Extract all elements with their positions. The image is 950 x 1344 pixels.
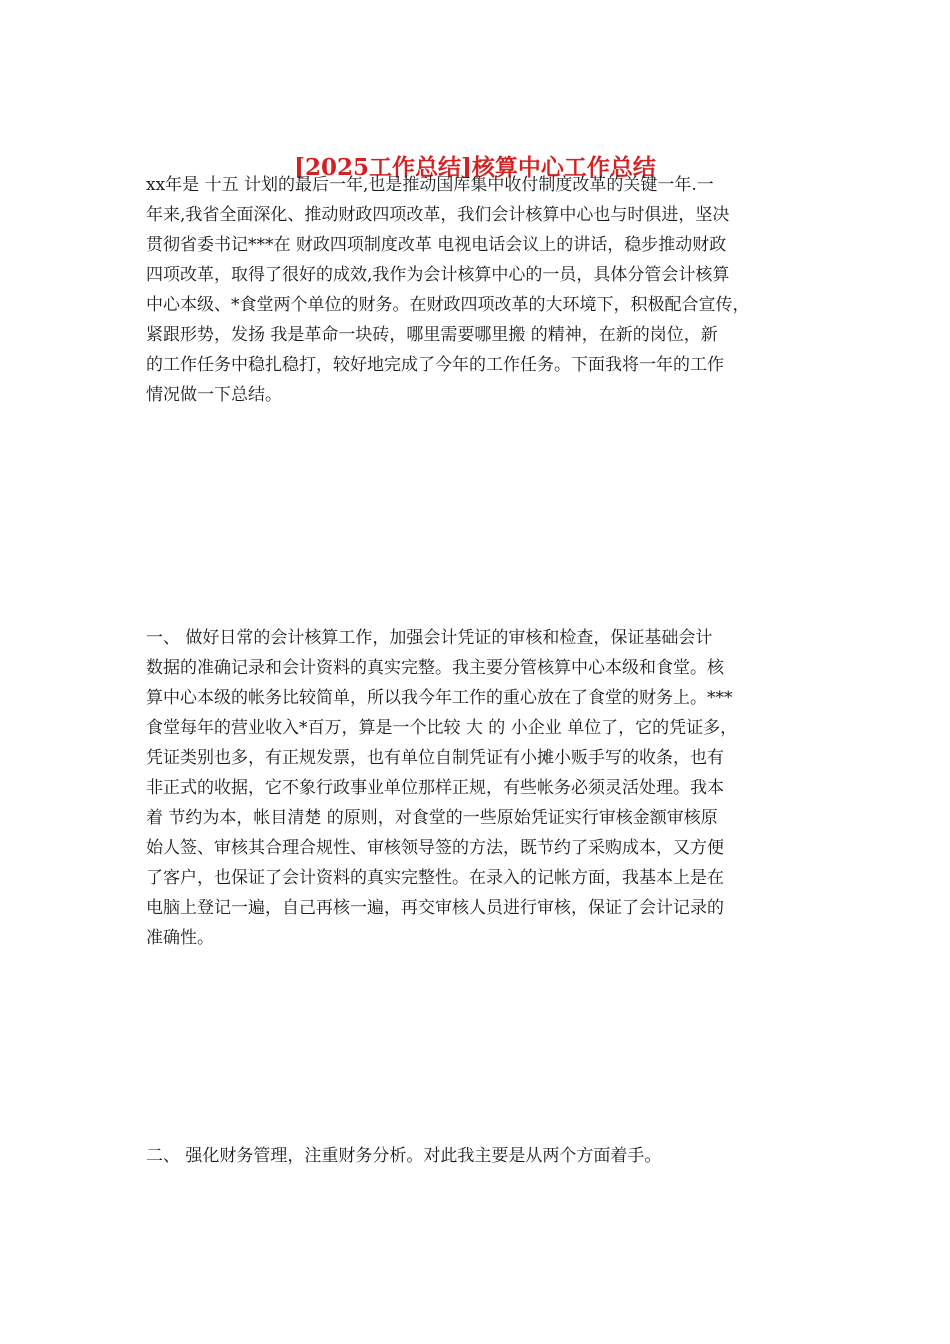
text-line: 食堂每年的营业收入*百万，算是一个比较 大 的 小企业 单位了，它的凭证多， — [146, 718, 738, 738]
text-line: 情况做一下总结。 — [146, 385, 282, 405]
text-line: 非正式的收据，它不象行政事业单位那样正规，有些帐务必须灵活处理。我本 — [146, 778, 724, 798]
text-line: 年来,我省全面深化、推动财政四项改革，我们会计核算中心也与时俱进，坚决 — [146, 205, 730, 225]
text-line: 一、 做好日常的会计核算工作，加强会计凭证的审核和检查，保证基础会计 — [146, 628, 713, 648]
text-line: 电脑上登记一遍，自己再核一遍，再交审核人员进行审核，保证了会计记录的 — [146, 898, 724, 918]
text-line: 数据的准确记录和会计资料的真实完整。我主要分管核算中心本级和食堂。核 — [146, 658, 724, 678]
text-line: 始人签、审核其合理合规性、审核领导签的方法，既节约了采购成本，又方便 — [146, 838, 724, 858]
text-line: 凭证类别也多，有正规发票，也有单位自制凭证有小摊小贩手写的收条，也有 — [146, 748, 724, 768]
text-line: 着 节约为本，帐目清楚 的原则，对食堂的一些原始凭证实行审核金额审核原 — [146, 808, 718, 828]
text-line: 二、 强化财务管理，注重财务分析。对此我主要是从两个方面着手。 — [146, 1146, 662, 1166]
text-line: 准确性。 — [146, 928, 214, 948]
text-line: 算中心本级的帐务比较简单，所以我今年工作的重心放在了食堂的财务上。*** — [146, 688, 733, 708]
document-title: [2025工作总结]核算中心工作总结 — [294, 154, 656, 181]
text-line: 紧跟形势，发扬 我是革命一块砖，哪里需要哪里搬 的精神，在新的岗位，新 — [146, 325, 718, 345]
text-line: 四项改革，取得了很好的成效,我作为会计核算中心的一员，具体分管会计核算 — [146, 265, 730, 285]
text-line: 中心本级、*食堂两个单位的财务。在财政四项改革的大环境下，积极配合宣传， — [146, 295, 750, 315]
text-line: xx年是 十五 计划的最后一年,也是推动国库集中收付制度改革的关键一年.一 — [146, 175, 714, 195]
text-line: 的工作任务中稳扎稳打，较好地完成了今年的工作任务。下面我将一年的工作 — [146, 355, 724, 375]
text-line: 贯彻省委书记***在 财政四项制度改革 电视电话会议上的讲话，稳步推动财政 — [146, 235, 727, 255]
text-line: 了客户，也保证了会计资料的真实完整性。在录入的记帐方面，我基本上是在 — [146, 868, 724, 888]
